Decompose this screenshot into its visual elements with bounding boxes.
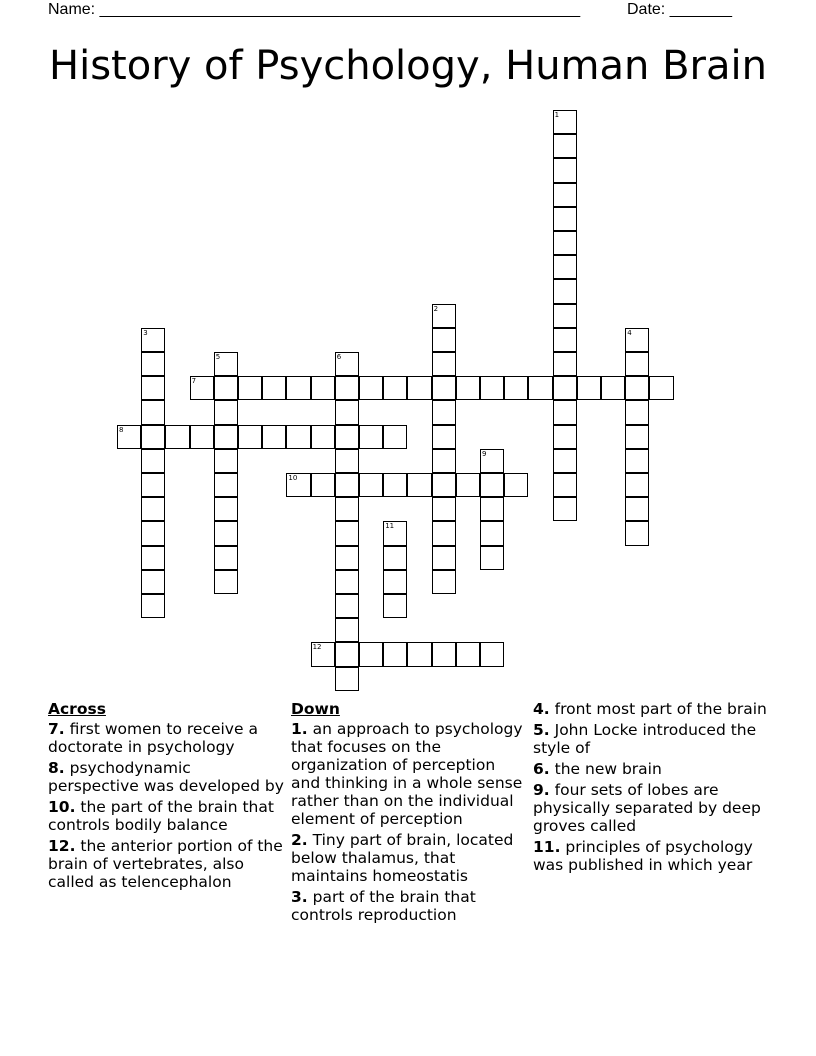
- grid-cell[interactable]: [625, 328, 649, 352]
- grid-cell[interactable]: [407, 473, 431, 497]
- grid-cell[interactable]: [553, 231, 577, 255]
- grid-cell[interactable]: [432, 497, 456, 521]
- grid-cell[interactable]: [335, 570, 359, 594]
- grid-cell[interactable]: [432, 328, 456, 352]
- clue-text: first women to receive a doctorate in psychology: [48, 720, 258, 756]
- grid-cell[interactable]: [432, 473, 456, 497]
- grid-cell[interactable]: [335, 425, 359, 449]
- clue-text: John Locke introduced the style of: [533, 721, 757, 757]
- cell-number: 2: [433, 304, 439, 313]
- grid-cell[interactable]: [601, 376, 625, 400]
- date-field[interactable]: Date: _______: [627, 1, 732, 18]
- grid-cell[interactable]: [456, 376, 480, 400]
- grid-cell[interactable]: [311, 376, 335, 400]
- clue-text: the anterior portion of the brain of vertebrates, also called as telencephalon: [48, 837, 283, 891]
- clue-number: 4.: [533, 700, 550, 718]
- grid-cell[interactable]: [335, 618, 359, 642]
- across-clues: [48, 700, 284, 894]
- grid-cell[interactable]: [383, 546, 407, 570]
- grid-cell[interactable]: [432, 304, 456, 328]
- grid-cell[interactable]: [456, 642, 480, 666]
- grid-cell[interactable]: [214, 425, 238, 449]
- clue-number: 11.: [533, 838, 561, 856]
- grid-cell[interactable]: [141, 328, 165, 352]
- clue-down-6: [533, 760, 769, 778]
- grid-cell[interactable]: [432, 400, 456, 424]
- grid-cell[interactable]: [286, 376, 310, 400]
- grid-cell[interactable]: [214, 449, 238, 473]
- grid-cell[interactable]: [141, 376, 165, 400]
- cell-number: 8: [119, 425, 124, 434]
- name-field[interactable]: Name: ______________________________________________________: [48, 1, 581, 18]
- grid-cell[interactable]: [335, 352, 359, 376]
- clue-number: 12.: [48, 837, 76, 855]
- grid-cell[interactable]: [359, 642, 383, 666]
- grid-cell[interactable]: [553, 279, 577, 303]
- grid-cell[interactable]: [311, 642, 335, 666]
- grid-cell[interactable]: [407, 376, 431, 400]
- grid-cell[interactable]: [141, 546, 165, 570]
- grid-cell[interactable]: [335, 473, 359, 497]
- grid-cell[interactable]: [214, 400, 238, 424]
- grid-cell[interactable]: [553, 304, 577, 328]
- grid-cell[interactable]: [553, 207, 577, 231]
- cell-number: 12: [312, 643, 322, 652]
- grid-cell[interactable]: [480, 473, 504, 497]
- cell-number: 6: [336, 353, 342, 361]
- cell-number: 11: [385, 522, 395, 531]
- grid-cell[interactable]: [625, 497, 649, 521]
- grid-cell[interactable]: [141, 352, 165, 376]
- grid-cell[interactable]: [383, 376, 407, 400]
- grid-cell[interactable]: [335, 642, 359, 666]
- grid-cell[interactable]: [625, 473, 649, 497]
- grid-cell[interactable]: [190, 376, 214, 400]
- clue-text: front most part of the brain: [554, 700, 767, 718]
- grid-cell[interactable]: [625, 352, 649, 376]
- clue-text: four sets of lobes are physically separated by deep groves called: [533, 781, 761, 835]
- cell-number: 9: [482, 449, 487, 458]
- grid-cell[interactable]: [141, 473, 165, 497]
- grid-cell[interactable]: [359, 473, 383, 497]
- cell-number: 3: [143, 328, 148, 337]
- clue-down-4: [533, 700, 769, 718]
- grid-cell[interactable]: [141, 449, 165, 473]
- grid-cell[interactable]: [553, 376, 577, 400]
- grid-cell[interactable]: [553, 328, 577, 352]
- down-clues-continued: [533, 700, 769, 877]
- grid-cell[interactable]: [141, 594, 165, 618]
- clue-across-8: [48, 759, 284, 795]
- grid-cell[interactable]: [214, 473, 238, 497]
- grid-cell[interactable]: [311, 425, 335, 449]
- grid-cell[interactable]: [504, 376, 528, 400]
- down-heading: Down: [291, 700, 340, 718]
- clue-number: 10.: [48, 798, 76, 816]
- grid-cell[interactable]: [407, 642, 431, 666]
- clue-text: the part of the brain that controls bodily balance: [48, 798, 274, 834]
- grid-cell[interactable]: [480, 521, 504, 545]
- clue-number: 3.: [291, 888, 308, 906]
- cell-number: 1: [554, 111, 560, 119]
- grid-cell[interactable]: [141, 497, 165, 521]
- clue-number: 5.: [533, 721, 550, 739]
- grid-cell[interactable]: [504, 473, 528, 497]
- grid-cell[interactable]: [238, 376, 262, 400]
- grid-cell[interactable]: [480, 546, 504, 570]
- clue-text: an approach to psychology that focuses on the organization of perception and thinking in a whole sense rather than on the individual element of perception: [291, 720, 523, 828]
- clue-across-12: [48, 837, 284, 891]
- grid-cell[interactable]: [311, 473, 335, 497]
- grid-cell[interactable]: [335, 546, 359, 570]
- grid-cell[interactable]: [262, 376, 286, 400]
- clue-text: the new brain: [554, 760, 662, 778]
- grid-cell[interactable]: [165, 425, 189, 449]
- grid-cell[interactable]: [432, 449, 456, 473]
- cell-number: 5: [215, 353, 221, 361]
- clue-number: 9.: [533, 781, 550, 799]
- grid-cell[interactable]: [432, 376, 456, 400]
- grid-cell[interactable]: [625, 521, 649, 545]
- grid-cell[interactable]: [335, 449, 359, 473]
- grid-cell[interactable]: [286, 473, 310, 497]
- grid-cell[interactable]: [432, 570, 456, 594]
- grid-cell[interactable]: [214, 521, 238, 545]
- page-title: History of Psychology, Human Brain: [49, 43, 767, 89]
- grid-cell[interactable]: [141, 400, 165, 424]
- grid-cell[interactable]: [553, 449, 577, 473]
- grid-cell[interactable]: [625, 425, 649, 449]
- grid-cell[interactable]: [480, 449, 504, 473]
- grid-cell[interactable]: [432, 352, 456, 376]
- grid-cell[interactable]: [432, 521, 456, 545]
- grid-cell[interactable]: [528, 376, 552, 400]
- grid-cell[interactable]: [141, 425, 165, 449]
- grid-cell[interactable]: [383, 521, 407, 545]
- grid-cell[interactable]: [553, 255, 577, 279]
- grid-cell[interactable]: [190, 425, 214, 449]
- grid-cell[interactable]: [335, 376, 359, 400]
- grid-cell[interactable]: [214, 352, 238, 376]
- cell-number: 4: [627, 328, 632, 337]
- cell-number: 7: [191, 377, 197, 386]
- grid-cell[interactable]: [214, 570, 238, 594]
- grid-cell[interactable]: [553, 110, 577, 134]
- grid-cell[interactable]: [553, 158, 577, 182]
- grid-cell[interactable]: [383, 642, 407, 666]
- grid-cell[interactable]: [214, 376, 238, 400]
- grid-cell[interactable]: [432, 642, 456, 666]
- grid-cell[interactable]: [335, 400, 359, 424]
- clue-across-7: [48, 720, 284, 756]
- grid-cell[interactable]: [359, 376, 383, 400]
- clue-down-9: [533, 781, 769, 835]
- cell-number: 10: [288, 474, 298, 482]
- clue-number: 8.: [48, 759, 65, 777]
- grid-cell[interactable]: [577, 376, 601, 400]
- grid-cell[interactable]: [383, 594, 407, 618]
- grid-cell[interactable]: [141, 570, 165, 594]
- grid-cell[interactable]: [238, 425, 262, 449]
- grid-cell[interactable]: [553, 497, 577, 521]
- clue-number: 7.: [48, 720, 65, 738]
- clue-across-10: [48, 798, 284, 834]
- grid-cell[interactable]: [262, 425, 286, 449]
- clue-number: 2.: [291, 831, 308, 849]
- clue-down-5: [533, 721, 769, 757]
- grid-cell[interactable]: [553, 473, 577, 497]
- grid-cell[interactable]: [553, 352, 577, 376]
- grid-cell[interactable]: [480, 376, 504, 400]
- down-clues: [291, 700, 527, 927]
- across-heading: Across: [48, 700, 106, 718]
- clue-text: Tiny part of brain, located below thalamus, that maintains homeostatis: [291, 831, 514, 885]
- clue-text: psychodynamic perspective was developed by: [48, 759, 284, 795]
- grid-cell[interactable]: [335, 497, 359, 521]
- grid-cell[interactable]: [214, 546, 238, 570]
- clue-down-1: [291, 720, 527, 828]
- grid-cell[interactable]: [480, 642, 504, 666]
- grid-cell[interactable]: [141, 521, 165, 545]
- grid-cell[interactable]: [432, 546, 456, 570]
- grid-cell[interactable]: [214, 497, 238, 521]
- grid-cell[interactable]: [456, 473, 480, 497]
- grid-cell[interactable]: [383, 425, 407, 449]
- grid-cell[interactable]: [335, 594, 359, 618]
- grid-cell[interactable]: [480, 497, 504, 521]
- grid-cell[interactable]: [432, 425, 456, 449]
- grid-cell[interactable]: [553, 134, 577, 158]
- clue-down-2: [291, 831, 527, 885]
- grid-cell[interactable]: [553, 400, 577, 424]
- grid-cell[interactable]: [625, 400, 649, 424]
- grid-cell[interactable]: [383, 473, 407, 497]
- clue-down-11: [533, 838, 769, 874]
- grid-cell[interactable]: [383, 570, 407, 594]
- grid-cell[interactable]: [553, 425, 577, 449]
- grid-cell[interactable]: [286, 425, 310, 449]
- grid-cell[interactable]: [625, 376, 649, 400]
- grid-cell[interactable]: [625, 449, 649, 473]
- clue-number: 6.: [533, 760, 550, 778]
- grid-cell[interactable]: [553, 183, 577, 207]
- clue-text: principles of psychology was published in which year: [533, 838, 753, 874]
- clue-down-3: [291, 888, 527, 924]
- grid-cell[interactable]: [335, 667, 359, 691]
- clue-text: part of the brain that controls reproduction: [291, 888, 476, 924]
- grid-cell[interactable]: [649, 376, 673, 400]
- grid-cell[interactable]: [117, 425, 141, 449]
- clue-number: 1.: [291, 720, 308, 738]
- grid-cell[interactable]: [335, 521, 359, 545]
- grid-cell[interactable]: [359, 425, 383, 449]
